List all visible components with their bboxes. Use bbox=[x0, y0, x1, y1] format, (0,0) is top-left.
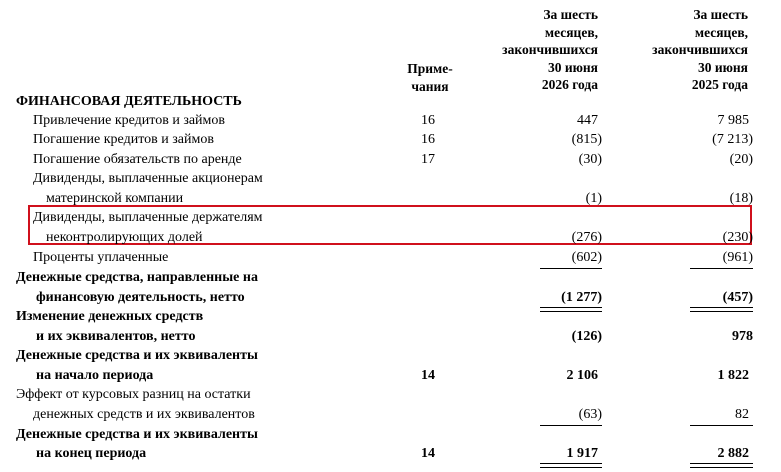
subtotal-rule-2025 bbox=[690, 268, 753, 269]
row-label-line1: Денежные средства и их эквиваленты bbox=[16, 348, 258, 363]
row-label: Погашение кредитов и займов bbox=[33, 132, 214, 147]
row-note: 14 bbox=[421, 368, 435, 383]
subtotal-rule-2026 bbox=[540, 268, 602, 269]
row-label-line1: Дивиденды, выплаченные держателям bbox=[33, 210, 263, 225]
row-value-2026: (276) bbox=[571, 230, 602, 245]
row-value-2025: (20) bbox=[729, 152, 753, 167]
row-value-2025: 978 bbox=[732, 329, 753, 344]
row-label-line2: на конец периода bbox=[36, 446, 147, 461]
row-value-2026: (1 277) bbox=[561, 290, 602, 305]
row-value-2026: (602) bbox=[571, 250, 602, 265]
row-note: 16 bbox=[421, 113, 435, 128]
row-value-2026: 2 106 bbox=[566, 368, 598, 383]
row-value-2025: (7 213) bbox=[712, 132, 753, 147]
row-value-2026: (30) bbox=[578, 152, 602, 167]
total-rule-2026 bbox=[540, 463, 602, 468]
row-note: 14 bbox=[421, 446, 435, 461]
row-label-line2: неконтролирующих долей bbox=[46, 230, 203, 245]
row-label: Погашение обязательств по аренде bbox=[33, 152, 242, 167]
row-label: Проценты уплаченные bbox=[33, 250, 169, 265]
row-label-line2: материнской компании bbox=[46, 191, 184, 206]
row-value-2025: (457) bbox=[722, 290, 753, 305]
total-rule-2026 bbox=[540, 307, 602, 312]
row-value-2026: (63) bbox=[578, 407, 602, 422]
row-value-2025: (961) bbox=[722, 250, 753, 265]
row-label-line1: Эффект от курсовых разниц на остатки bbox=[16, 387, 251, 402]
column-header-2026: За шесть месяцев, закончившихся 30 июня 2026 года bbox=[502, 7, 598, 92]
row-value-2026: (1) bbox=[585, 191, 602, 206]
row-value-2025: 7 985 bbox=[717, 113, 749, 128]
section-title: ФИНАНСОВАЯ ДЕЯТЕЛЬНОСТЬ bbox=[16, 94, 242, 109]
row-label-line1: Дивиденды, выплаченные акционерам bbox=[33, 171, 263, 186]
row-value-2025: 82 bbox=[735, 407, 749, 422]
row-value-2026: 447 bbox=[577, 113, 598, 128]
notes-column-header: Приме- чания bbox=[407, 61, 453, 94]
total-rule-2025 bbox=[690, 463, 753, 468]
row-value-2025: 2 882 bbox=[717, 446, 749, 461]
subtotal-rule-2025 bbox=[690, 425, 753, 426]
row-label-line1: Денежные средства, направленные на bbox=[16, 270, 258, 285]
row-label-line1: Денежные средства и их эквиваленты bbox=[16, 427, 258, 442]
row-value-2026: 1 917 bbox=[566, 446, 598, 461]
row-note: 16 bbox=[421, 132, 435, 147]
total-rule-2025 bbox=[690, 307, 753, 312]
row-value-2025: (18) bbox=[729, 191, 753, 206]
subtotal-rule-2026 bbox=[540, 425, 602, 426]
row-label-line2: и их эквивалентов, нетто bbox=[36, 329, 196, 344]
row-label-line2: на начало периода bbox=[36, 368, 154, 383]
row-value-2026: (815) bbox=[571, 132, 602, 147]
row-label: Привлечение кредитов и займов bbox=[33, 113, 226, 128]
row-value-2025: (230) bbox=[722, 230, 753, 245]
row-value-2025: 1 822 bbox=[717, 368, 749, 383]
row-label-line2: финансовую деятельность, нетто bbox=[36, 290, 245, 305]
row-note: 17 bbox=[421, 152, 435, 167]
row-label-line1: Изменение денежных средств bbox=[16, 309, 204, 324]
row-value-2026: (126) bbox=[571, 329, 602, 344]
column-header-2025: За шесть месяцев, закончившихся 30 июня 2025 года bbox=[652, 7, 748, 92]
row-label-line2: денежных средств и их эквивалентов bbox=[33, 407, 255, 422]
